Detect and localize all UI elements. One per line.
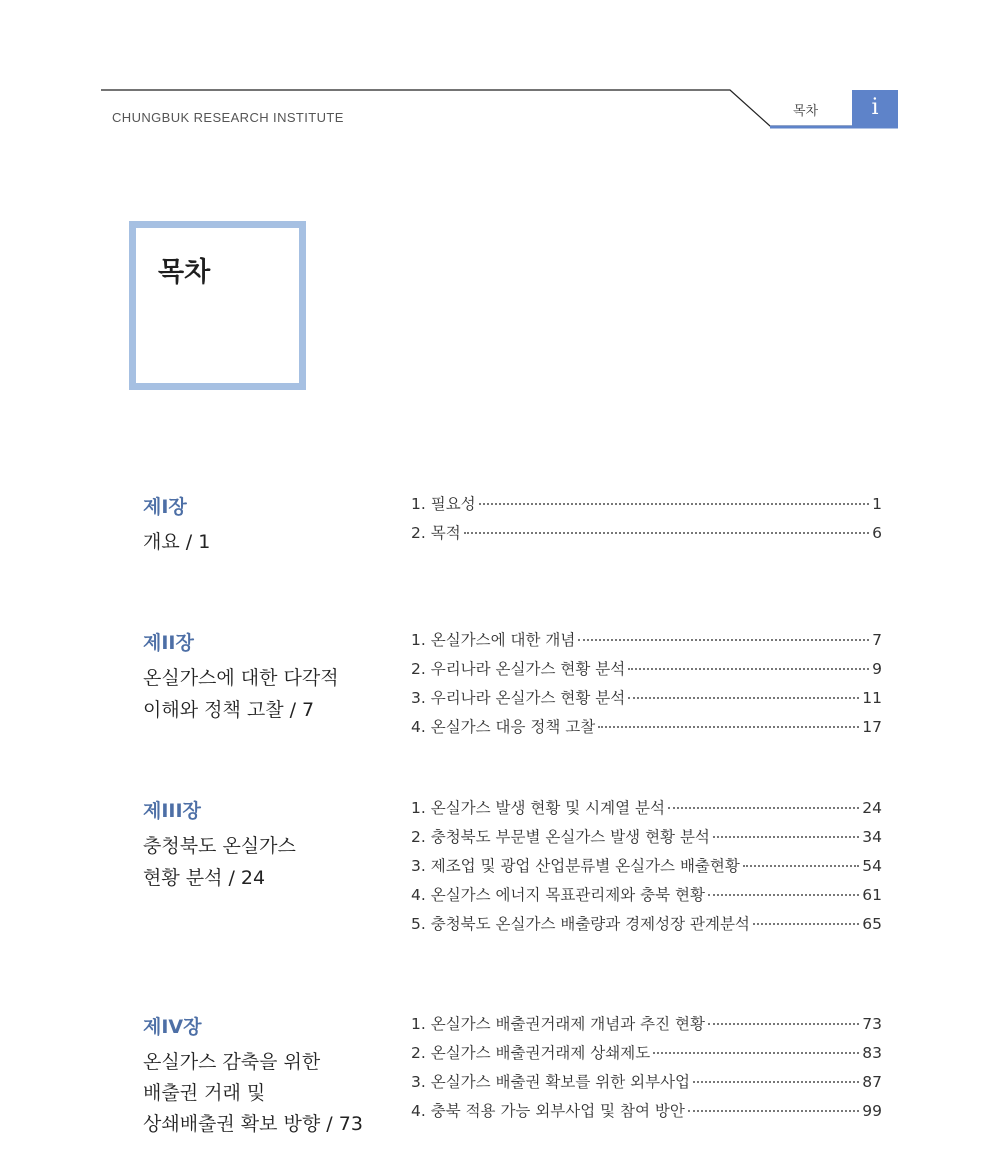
chapter-title-line: 현황 분석 / 24 bbox=[143, 867, 266, 889]
toc-entry[interactable] bbox=[411, 854, 882, 876]
toc-entry-title: 4. 충북 적용 가능 외부사업 및 참여 방안 bbox=[411, 1102, 685, 1120]
leader-dots bbox=[713, 836, 859, 838]
toc-entry-title: 5. 충청북도 온실가스 배출량과 경제성장 관계분석 bbox=[411, 915, 750, 933]
toc-entry-title: 1. 온실가스 발생 현황 및 시계열 분석 bbox=[411, 799, 665, 817]
toc-entry[interactable] bbox=[411, 521, 882, 543]
toc-entry-title: 3. 우리나라 온실가스 현황 분석 bbox=[411, 689, 626, 707]
chapter-title-line: 이해와 정책 고찰 / 7 bbox=[143, 699, 315, 721]
toc-entry-page: 73 bbox=[862, 1015, 882, 1033]
toc-entry[interactable] bbox=[411, 492, 882, 514]
leader-dots bbox=[693, 1081, 859, 1083]
toc-entry-page: 83 bbox=[862, 1044, 882, 1062]
toc-entry[interactable] bbox=[411, 796, 882, 818]
toc-entry-page: 87 bbox=[862, 1073, 882, 1091]
chapter-number: 제III장 bbox=[143, 800, 201, 822]
toc-entry-page: 7 bbox=[872, 631, 882, 649]
leader-dots bbox=[628, 697, 859, 699]
toc-entry[interactable] bbox=[411, 686, 882, 708]
page-number-badge: i bbox=[852, 90, 898, 126]
leader-dots bbox=[743, 865, 859, 867]
toc-entry[interactable] bbox=[411, 912, 882, 934]
toc-entry[interactable] bbox=[411, 628, 882, 650]
toc-entry-page: 6 bbox=[872, 524, 882, 542]
chapter-number: 제I장 bbox=[143, 496, 187, 518]
toc-entry[interactable] bbox=[411, 657, 882, 679]
toc-entry-title: 4. 온실가스 대응 정책 고찰 bbox=[411, 718, 596, 736]
toc-entry-title: 3. 제조업 및 광업 산업분류별 온실가스 배출현황 bbox=[411, 857, 740, 875]
toc-entry-page: 24 bbox=[862, 799, 882, 817]
toc-entry[interactable] bbox=[411, 715, 882, 737]
leader-dots bbox=[479, 503, 869, 505]
chapter-title-line: 배출권 거래 및 bbox=[143, 1082, 266, 1104]
chapter-number: 제II장 bbox=[143, 632, 194, 654]
page-title: 목차 bbox=[158, 257, 211, 288]
chapter-title-line: 온실가스에 대한 다각적 bbox=[143, 667, 339, 689]
toc-entry-title: 2. 우리나라 온실가스 현황 분석 bbox=[411, 660, 626, 678]
chapter-title-line: 온실가스 감축을 위한 bbox=[143, 1051, 321, 1073]
leader-dots bbox=[464, 532, 869, 534]
toc-entry[interactable] bbox=[411, 1012, 882, 1034]
leader-dots bbox=[578, 639, 869, 641]
leader-dots bbox=[628, 668, 869, 670]
leader-dots bbox=[688, 1110, 859, 1112]
chapter-title-line: 상쇄배출권 확보 방향 / 73 bbox=[143, 1113, 363, 1135]
toc-entry-title: 1. 온실가스에 대한 개념 bbox=[411, 631, 576, 649]
toc-entry-title: 2. 목적 bbox=[411, 524, 461, 542]
toc-entry[interactable] bbox=[411, 825, 882, 847]
toc-entry-title: 1. 필요성 bbox=[411, 495, 476, 513]
leader-dots bbox=[708, 1023, 859, 1025]
toc-entry[interactable] bbox=[411, 1070, 882, 1092]
chapter-title-line: 개요 / 1 bbox=[143, 531, 211, 553]
toc-entry-page: 1 bbox=[872, 495, 882, 513]
chapter-title-line: 충청북도 온실가스 bbox=[143, 835, 296, 857]
leader-dots bbox=[708, 894, 859, 896]
toc-entry-page: 54 bbox=[862, 857, 882, 875]
toc-entry-page: 9 bbox=[872, 660, 882, 678]
institute-name: CHUNGBUK RESEARCH INSTITUTE bbox=[112, 110, 344, 125]
leader-dots bbox=[753, 923, 859, 925]
toc-entry-page: 61 bbox=[862, 886, 882, 904]
toc-entry-title: 4. 온실가스 에너지 목표관리제와 충북 현황 bbox=[411, 886, 705, 904]
chapter-number: 제IV장 bbox=[143, 1016, 202, 1038]
toc-entry-title: 3. 온실가스 배출권 확보를 위한 외부사업 bbox=[411, 1073, 690, 1091]
toc-entry[interactable] bbox=[411, 1041, 882, 1063]
leader-dots bbox=[653, 1052, 859, 1054]
toc-entry[interactable] bbox=[411, 1099, 882, 1121]
toc-entry-title: 2. 온실가스 배출권거래제 상쇄제도 bbox=[411, 1044, 651, 1062]
toc-entry-page: 65 bbox=[862, 915, 882, 933]
toc-entry-title: 2. 충청북도 부문별 온실가스 발생 현황 분석 bbox=[411, 828, 710, 846]
header-section-label: 목차 bbox=[793, 104, 819, 119]
toc-entry-title: 1. 온실가스 배출권거래제 개념과 추진 현황 bbox=[411, 1015, 705, 1033]
toc-entry-page: 11 bbox=[862, 689, 882, 707]
toc-entry[interactable] bbox=[411, 883, 882, 905]
toc-entry-page: 34 bbox=[862, 828, 882, 846]
toc-entry-page: 17 bbox=[862, 718, 882, 736]
leader-dots bbox=[598, 726, 859, 728]
title-frame bbox=[129, 221, 306, 390]
leader-dots bbox=[668, 807, 859, 809]
toc-entry-page: 99 bbox=[862, 1102, 882, 1120]
